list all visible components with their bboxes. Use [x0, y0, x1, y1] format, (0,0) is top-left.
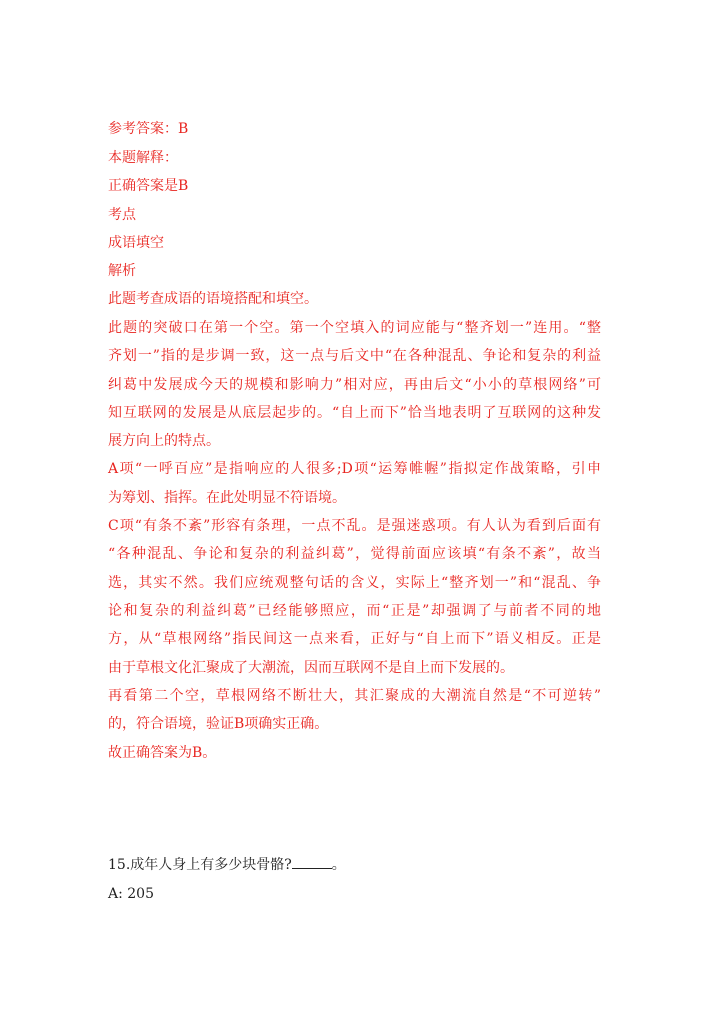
analysis-line: 论和复杂的利益纠葛”已经能够照应，而“正是”却强调了与前者不同的地 — [108, 603, 601, 619]
topic-label: 成语填空 — [108, 235, 164, 251]
analysis-line: 由于草根文化汇聚成了大潮流，因而互联网不是自上而下发展的。 — [108, 660, 514, 676]
analysis-line: 此题的突破口在第一个空。第一个空填入的词应能与“整齐划一”连用。“整 — [108, 320, 601, 336]
analysis-line: A项“一呼百应”是指响应的人很多;D项“运筹帷幄”指拟定作战策略，引申 — [108, 461, 601, 477]
kaodian-heading: 考点 — [108, 207, 136, 223]
analysis-line: C项“有条不紊”形容有条理，一点不乱。是强迷惑项。有人认为看到后面有 — [108, 518, 601, 534]
explanation-title: 本题解释： — [108, 150, 178, 166]
analysis-line: 纠葛中发展成今天的规模和影响力”相对应，再由后文“小小的草根网络”可 — [108, 377, 601, 393]
analysis-line: 故正确答案为B。 — [108, 745, 217, 761]
analysis-line: 此题考查成语的语境搭配和填空。 — [108, 291, 318, 307]
analysis-line: “各种混乱、争论和复杂的利益纠葛”，觉得前面应该填“有条不紊”，故当 — [108, 546, 601, 562]
analysis-line: 齐划一”指的是步调一致，这一点与后文中“在各种混乱、争论和复杂的利益 — [108, 348, 601, 364]
analysis-line: 再看第二个空，草根网络不断壮大，其汇聚成的大潮流自然是“不可逆转” — [108, 688, 601, 704]
question-15 — [108, 856, 608, 874]
analysis-line: 为筹划、指挥。在此处明显不符语境。 — [108, 490, 346, 506]
analysis-line: 知互联网的发展是从底层起步的。“自上而下”恰当地表明了互联网的这种发 — [108, 405, 601, 421]
question-suffix: 。 — [331, 857, 346, 873]
analysis-line: 的，符合语境，验证B项确实正确。 — [108, 716, 329, 732]
analysis-line: 选，其实不然。我们应统观整句话的含义，实际上“整齐划一”和“混乱、争 — [108, 575, 601, 591]
answer-blank — [292, 856, 332, 869]
question-text: 15.成年人身上有多少块骨骼? — [108, 857, 292, 873]
analysis-line: 展方向上的特点。 — [108, 433, 220, 449]
jiexi-heading: 解析 — [108, 263, 136, 279]
option-a: A: 205 — [108, 886, 154, 902]
analysis-line: 方，从“草根网络”指民间这一点来看，正好与“自上而下”语义相反。正是 — [108, 631, 601, 647]
reference-answer: 参考答案：B — [108, 121, 189, 137]
correct-answer: 正确答案是B — [108, 178, 189, 194]
